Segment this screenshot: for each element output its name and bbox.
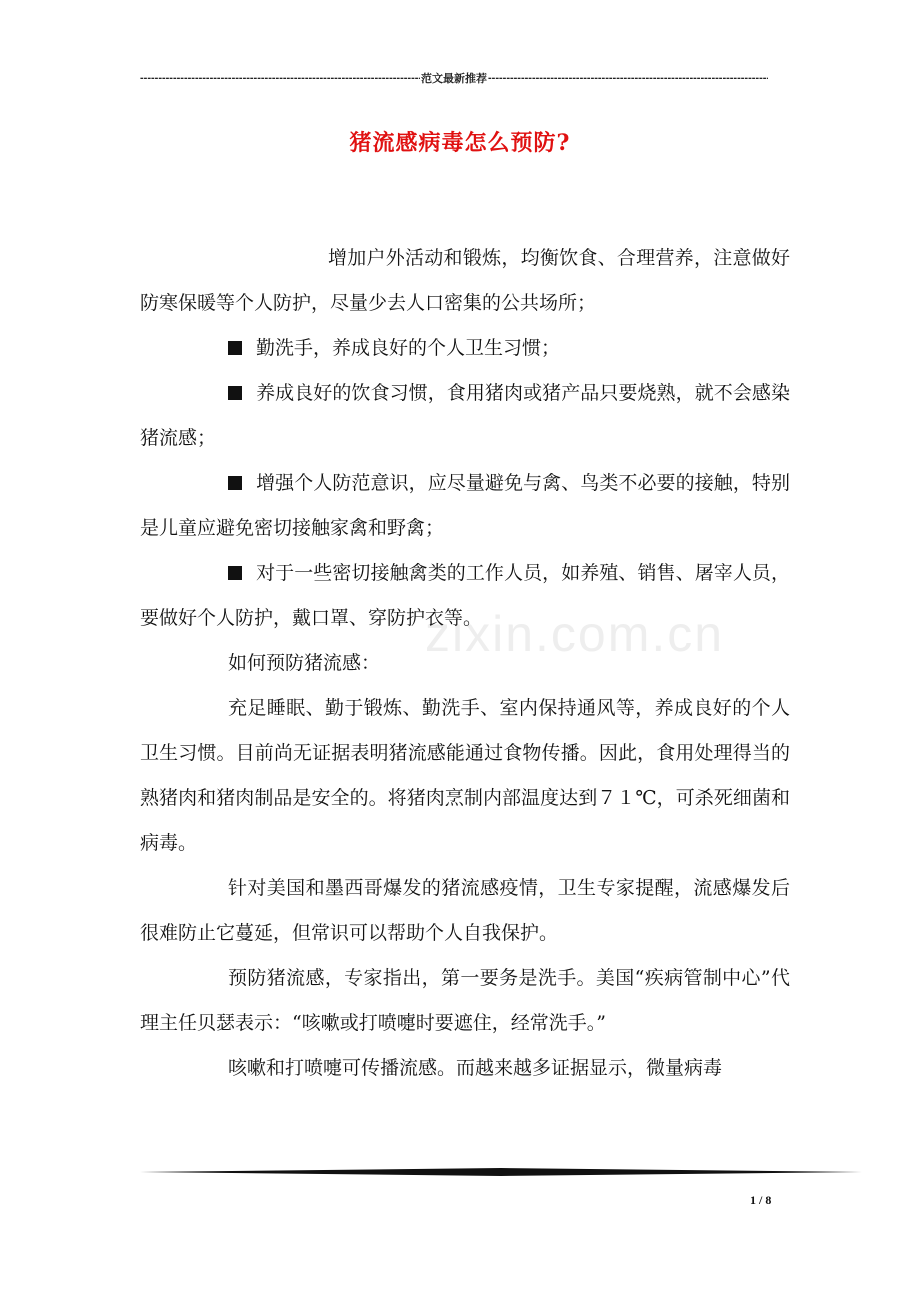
bullet-text: 对于一些密切接触禽类的工作人员，如养殖、销售、屠宰人员，要做好个人防护，戴口罩、穿防护衣等。 bbox=[140, 562, 790, 629]
section-heading: 如何预防猪流感： bbox=[228, 652, 381, 674]
page-number: 1 / 8 bbox=[750, 1193, 772, 1207]
bullet-text: 勤洗手，养成良好的个人卫生习惯； bbox=[256, 337, 561, 359]
paragraph: 预防猪流感，专家指出，第一要务是洗手。美国“疾病管制中心”代理主任贝瑟表示：“咳嗽或打喷嚏时要遮住，经常洗手。” bbox=[140, 967, 790, 1034]
paragraph: 充足睡眠、勤于锻炼、勤洗手、室内保持通风等，养成良好的个人卫生习惯。目前尚无证据表明猪流感能通过食物传播。因此，食用处理得当的熟猪肉和猪肉制品是安全的。将猪肉烹制内部温度达到７１℃，可杀死细菌和病毒。 bbox=[140, 697, 790, 854]
paragraph-intro: 增加户外活动和锻炼，均衡饮食、合理营养，注意做好防寒保暖等个人防护，尽量少去人口密集的公共场所； bbox=[140, 247, 790, 314]
square-bullet-icon bbox=[228, 566, 242, 580]
bullet-text: 养成良好的饮食习惯，食用猪肉或猪产品只要烧熟，就不会感染猪流感； bbox=[140, 382, 790, 449]
header-dashes-right bbox=[488, 72, 768, 84]
square-bullet-icon bbox=[228, 341, 242, 355]
square-bullet-icon bbox=[228, 476, 242, 490]
bullet-item bbox=[140, 326, 790, 371]
bullet-item bbox=[140, 551, 790, 641]
page-header bbox=[140, 70, 768, 86]
watermark: zixin.com.cn bbox=[425, 606, 725, 662]
paragraph: 咳嗽和打喷嚏可传播流感。而越来越多证据显示，微量病毒 bbox=[228, 1057, 723, 1079]
footer-rule bbox=[140, 1166, 862, 1178]
document-title: 猪流感病毒怎么预防? bbox=[349, 130, 571, 156]
bullet-item bbox=[140, 371, 790, 461]
bullet-item bbox=[140, 461, 790, 551]
header-dashes-left bbox=[140, 72, 420, 84]
document-body bbox=[140, 236, 790, 1091]
bullet-text: 增强个人防范意识，应尽量避免与禽、鸟类不必要的接触，特别是儿童应避免密切接触家禽和野禽； bbox=[140, 472, 790, 539]
square-bullet-icon bbox=[228, 386, 242, 400]
header-label: 范文最新推荐 bbox=[421, 73, 487, 85]
paragraph: 针对美国和墨西哥爆发的猪流感疫情，卫生专家提醒，流感爆发后很难防止它蔓延，但常识可以帮助个人自我保护。 bbox=[140, 877, 790, 944]
